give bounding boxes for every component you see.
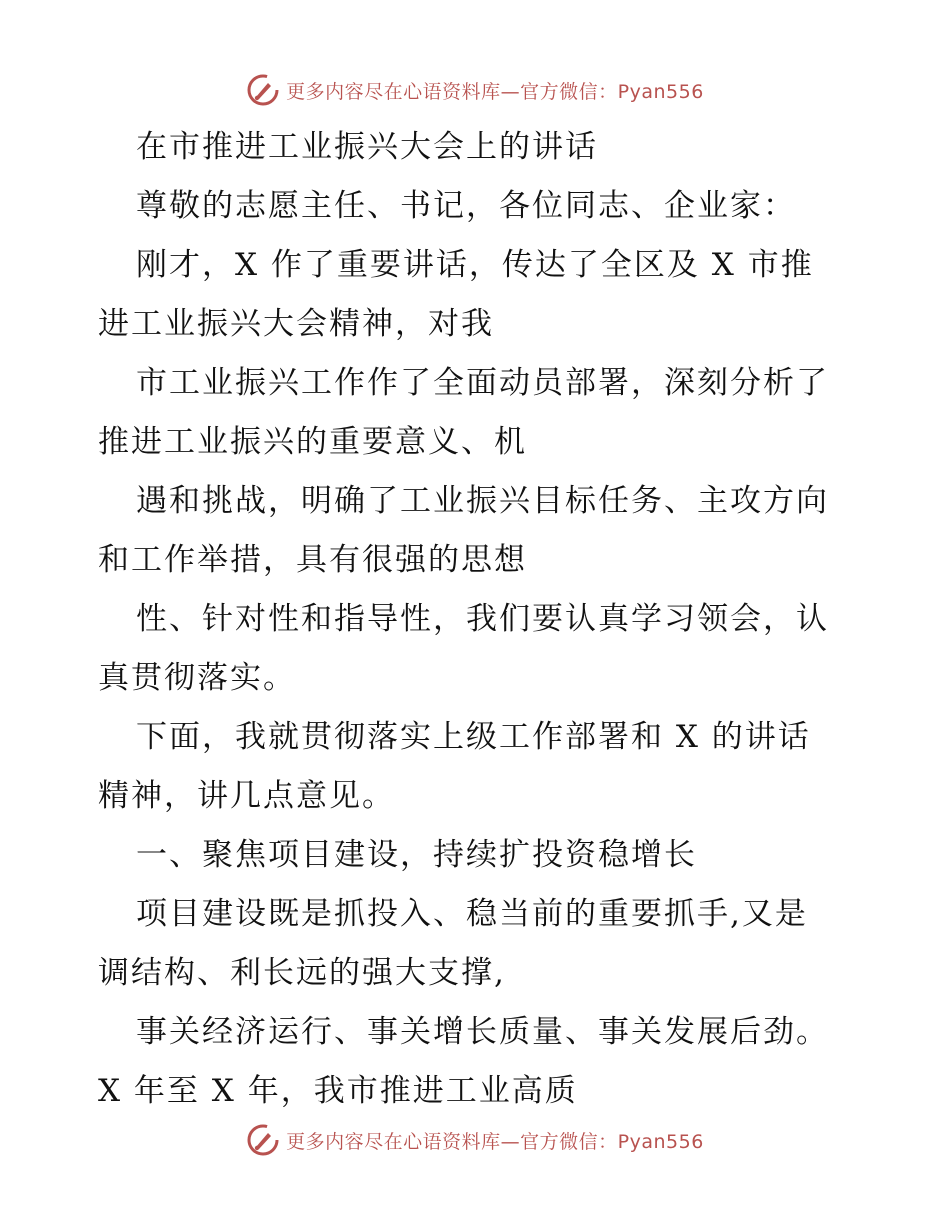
text-line: 项目建设既是抓投入、稳当前的重要抓手,又是	[136, 896, 808, 932]
text-line: 在市推进工业振兴大会上的讲话	[136, 129, 598, 165]
brush-pen-circle-icon	[246, 1123, 280, 1157]
header-watermark	[0, 70, 950, 110]
watermark-group	[246, 73, 704, 107]
brush-pen-circle-icon	[246, 73, 280, 107]
watermark-text: 更多内容尽在心语资料库—官方微信：Pyan556	[286, 80, 704, 103]
text-line: 精神，讲几点意见。	[98, 778, 395, 814]
text-line: 性、针对性和指导性，我们要认真学习领会，认	[136, 601, 829, 637]
text-line: 和工作举措，具有很强的思想	[98, 542, 527, 578]
text-line: 遇和挑战，明确了工业振兴目标任务、主攻方向	[136, 483, 829, 519]
text-line: 刚才，X 作了重要讲话，传达了全区及 X 市推	[136, 247, 814, 283]
text-line: 一、聚焦项目建设，持续扩投资稳增长	[136, 837, 697, 873]
text-line: 调结构、利长远的强大支撑,	[98, 955, 506, 991]
text-line: 进工业振兴大会精神，对我	[98, 306, 494, 342]
watermark-group	[246, 1123, 704, 1157]
text-line: 下面，我就贯彻落实上级工作部署和 X 的讲话	[136, 719, 811, 755]
text-line: 尊敬的志愿主任、书记，各位同志、企业家：	[136, 188, 796, 224]
text-line: 市工业振兴工作作了全面动员部署，深刻分析了	[136, 365, 829, 401]
footer-watermark	[0, 1120, 950, 1160]
text-line: X 年至 X 年，我市推进工业高质	[98, 1073, 578, 1109]
document-body	[98, 118, 858, 1121]
text-line: 事关经济运行、事关增长质量、事关发展后劲。	[136, 1014, 829, 1050]
text-line: 真贯彻落实。	[98, 660, 296, 696]
text-line: 推进工业振兴的重要意义、机	[98, 424, 527, 460]
watermark-text: 更多内容尽在心语资料库—官方微信：Pyan556	[286, 1130, 704, 1153]
